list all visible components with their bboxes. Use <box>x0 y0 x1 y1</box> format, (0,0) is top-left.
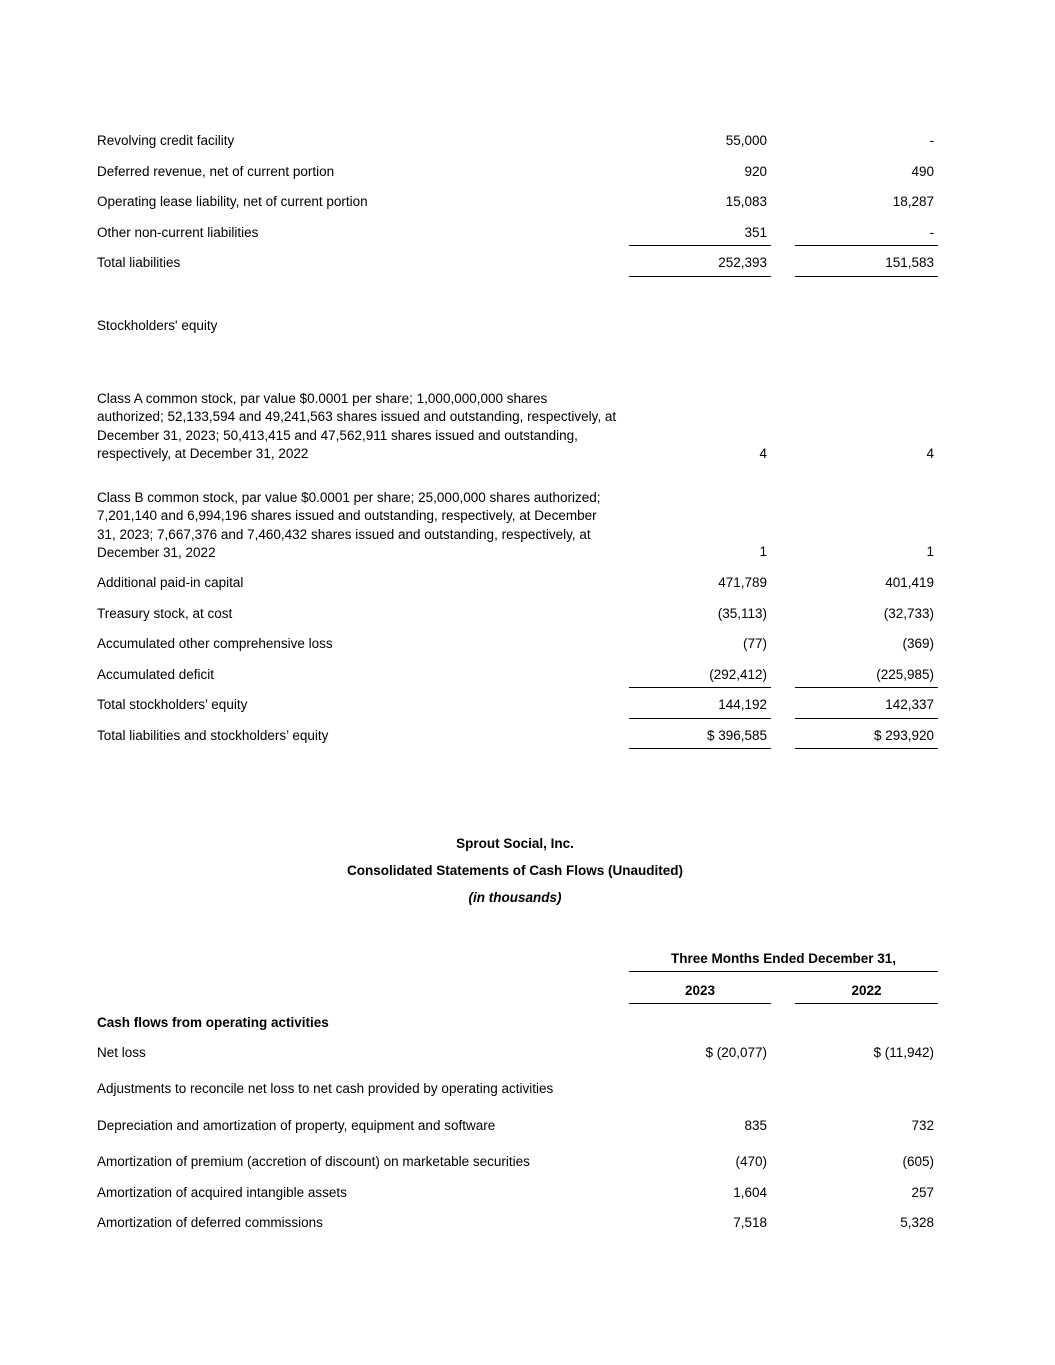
row-label: Deferred revenue, net of current portion <box>97 164 335 179</box>
table-row <box>97 636 938 656</box>
row-label: Accumulated other comprehensive loss <box>97 636 333 651</box>
row-label: Total liabilities and stockholders’ equity <box>97 728 329 743</box>
row-label: Class B common stock, par value $0.0001 per share; 25,000,000 shares authorized; 7,201,140 and 6,994,196 shares issued and outstanding, respectively, at December 31, 2023; 7,667,376 and 7,460,432 shares issued and outstanding, respectively, at December 31, 2022 <box>97 490 601 560</box>
value-2023: 55,000 <box>725 133 767 148</box>
divider <box>629 971 938 972</box>
value-2023: $ (20,077) <box>705 1045 767 1060</box>
row-label: Revolving credit facility <box>97 133 235 148</box>
value-2022: 5,328 <box>900 1215 934 1230</box>
column-header-2022: 2022 <box>851 983 882 998</box>
value-2022: $ (11,942) <box>873 1045 934 1060</box>
statement-title: Consolidated Statements of Cash Flows (Unaudited) <box>346 863 684 878</box>
table-row <box>97 164 938 184</box>
value-2023: 15,083 <box>725 194 767 209</box>
row-label: Other non-current liabilities <box>97 225 259 240</box>
subsection-heading <box>97 1081 938 1101</box>
table-row <box>97 1045 938 1065</box>
units-note: (in thousands) <box>468 890 562 905</box>
table-row <box>97 667 938 687</box>
value-2023: 1 <box>759 544 767 559</box>
value-2023: 252,393 <box>718 255 767 270</box>
value-2023: (35,113) <box>717 606 767 621</box>
row-label: Amortization of deferred commissions <box>97 1215 323 1230</box>
section-heading <box>97 1015 938 1035</box>
value-2023: $ 396,585 <box>706 728 767 743</box>
value-2022: 257 <box>911 1185 934 1200</box>
table-row <box>97 1215 938 1235</box>
row-label: Total stockholders’ equity <box>97 697 248 712</box>
value-2023: 7,518 <box>733 1215 767 1230</box>
column-header-2023: 2023 <box>684 983 716 998</box>
divider <box>629 718 771 719</box>
table-row <box>97 575 938 595</box>
adjustments-heading: Adjustments to reconcile net loss to net cash provided by operating activities <box>97 1081 554 1096</box>
divider <box>795 718 938 719</box>
table-row <box>97 225 938 245</box>
divider <box>629 245 771 246</box>
row-label: Depreciation and amortization of property, equipment and software <box>97 1118 496 1133</box>
value-2022: 4 <box>926 446 934 461</box>
table-row-grand-total <box>97 728 938 748</box>
divider <box>795 748 938 749</box>
value-2023: 920 <box>744 164 767 179</box>
value-2023: 835 <box>744 1118 767 1133</box>
value-2022: 18,287 <box>892 194 934 209</box>
divider <box>629 687 771 688</box>
value-2023: 144,192 <box>718 697 767 712</box>
row-label: Accumulated deficit <box>97 667 215 682</box>
table-row <box>97 1154 938 1174</box>
value-2022: 490 <box>911 164 934 179</box>
value-2022: 1 <box>926 544 934 559</box>
value-2022: 732 <box>911 1118 934 1133</box>
table-row <box>97 194 938 214</box>
row-label: Operating lease liability, net of current portion <box>97 194 368 209</box>
value-2022: (32,733) <box>883 606 934 621</box>
value-2023: 4 <box>759 446 767 461</box>
table-row <box>97 390 938 465</box>
table-row-total <box>97 697 938 717</box>
company-name: Sprout Social, Inc. <box>456 836 574 851</box>
divider <box>795 276 938 277</box>
value-2022: - <box>929 133 934 148</box>
value-2022: (605) <box>902 1154 934 1169</box>
value-2023: (77) <box>742 636 767 651</box>
value-2022: (225,985) <box>876 667 934 682</box>
value-2023: 1,604 <box>733 1185 767 1200</box>
row-label: Amortization of acquired intangible assets <box>97 1185 347 1200</box>
table-row <box>97 133 938 153</box>
value-2023: (292,412) <box>709 667 767 682</box>
value-2023: 351 <box>744 225 767 240</box>
value-2023: (470) <box>735 1154 767 1169</box>
table-row <box>97 1118 938 1138</box>
divider <box>629 748 771 749</box>
row-label: Net loss <box>97 1045 146 1060</box>
value-2023: 471,789 <box>718 575 767 590</box>
period-header: Three Months Ended December 31, <box>670 951 897 966</box>
section-heading <box>97 318 938 338</box>
row-label: Class A common stock, par value $0.0001 per share; 1,000,000,000 shares authorized; 52,133,594 and 49,241,563 shares issued and outstanding, respectively, at December 31, 2023; 50,413,415 and 47,562,911 shares issued and outstanding, respectively, at December 31, 2022 <box>97 391 617 461</box>
value-2022: (369) <box>902 636 934 651</box>
value-2022: $ 293,920 <box>873 728 934 743</box>
row-label: Additional paid-in capital <box>97 575 244 590</box>
equity-heading: Stockholders' equity <box>97 318 218 333</box>
value-2022: - <box>929 225 934 240</box>
table-row-total <box>97 255 938 275</box>
row-label: Treasury stock, at cost <box>97 606 233 621</box>
divider <box>795 687 938 688</box>
divider <box>629 276 771 277</box>
divider <box>795 245 938 246</box>
value-2022: 401,419 <box>885 575 934 590</box>
divider <box>795 1003 938 1004</box>
operating-activities-heading: Cash flows from operating activities <box>97 1015 329 1030</box>
value-2022: 151,583 <box>885 255 934 270</box>
value-2022: 142,337 <box>885 697 934 712</box>
row-label: Amortization of premium (accretion of discount) on marketable securities <box>97 1154 530 1169</box>
table-row <box>97 489 938 564</box>
table-row <box>97 1185 938 1205</box>
divider <box>629 1003 771 1004</box>
table-row <box>97 606 938 626</box>
row-label: Total liabilities <box>97 255 181 270</box>
